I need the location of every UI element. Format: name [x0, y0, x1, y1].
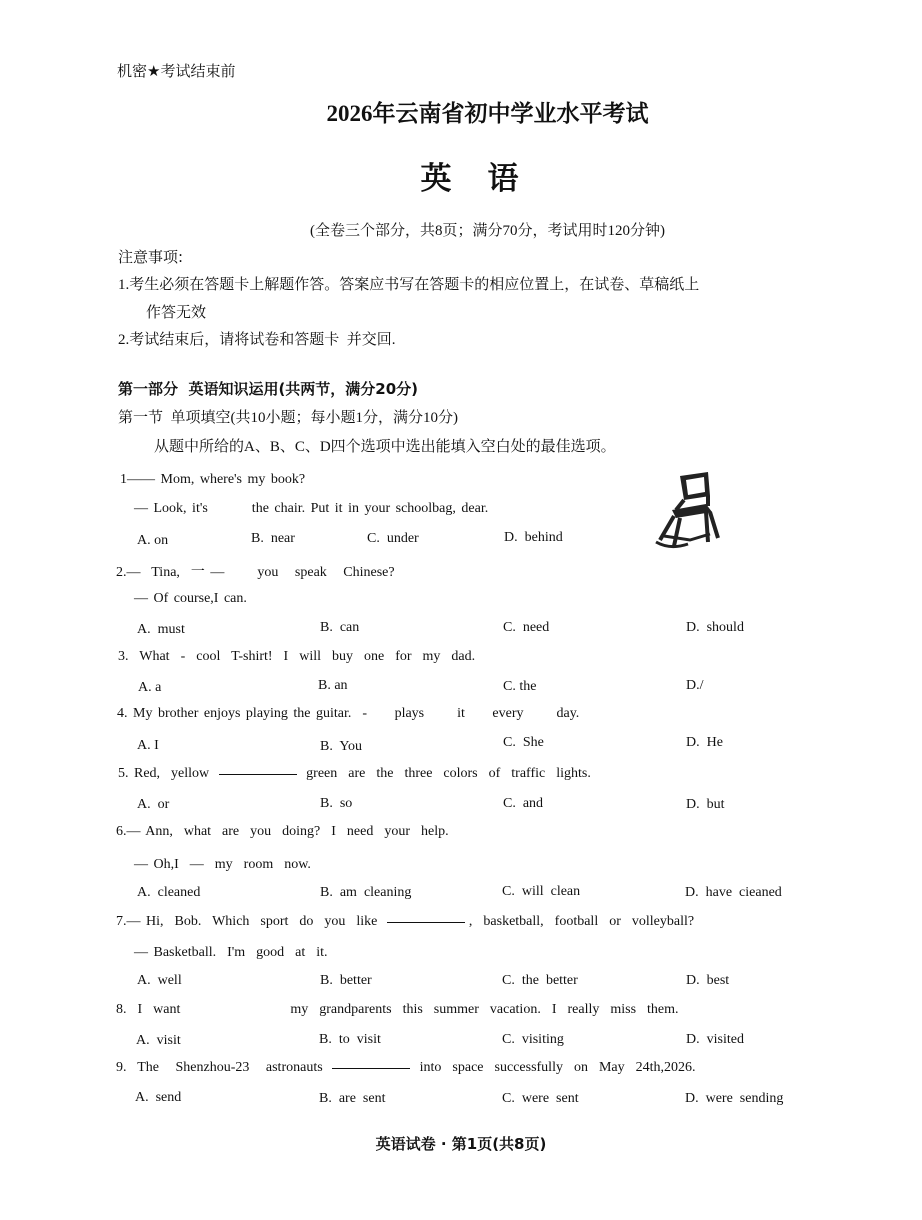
q8-option-b: B. to visit	[319, 1032, 381, 1047]
q9-text-before: 9. The Shenzhou-23 astronauts	[116, 1060, 323, 1075]
q6-option-c: C. will clean	[502, 884, 581, 899]
q2-line1: 2.— Tina, 一 — you speak Chinese?	[116, 565, 395, 580]
q9-blank	[332, 1067, 410, 1069]
page-footer: 英语试卷 · 第1页(共8页)	[375, 1135, 547, 1153]
q6-option-a: A. cleaned	[137, 885, 201, 900]
exam-title: 2026年云南省初中学业水平考试	[326, 101, 649, 126]
q4-option-d: D. He	[686, 735, 723, 750]
q1-option-c: C. under	[367, 531, 419, 546]
q7-blank	[387, 921, 465, 923]
q5-text-after: green are the three colors of traffic lights.	[306, 766, 591, 781]
q6-option-b: B. am cleaning	[320, 885, 412, 900]
q9-option-c: C. were sent	[502, 1091, 579, 1106]
q2-option-a: A. must	[137, 622, 185, 637]
q3-option-c: C. the	[503, 679, 537, 694]
notice-item-2: 2.考试结束后，请将试卷和答题卡 并交回.	[118, 332, 396, 348]
q4-line1: 4. My brother enjoys playing the guitar. - plays it every day.	[117, 706, 580, 721]
q7-text-after: , basketball, football or volleyball?	[468, 914, 695, 929]
q8-option-d: D. visited	[686, 1032, 744, 1047]
q4-option-c: C. She	[503, 735, 544, 750]
q6-line1: 6.— Ann, what are you doing? I need your help.	[116, 824, 449, 839]
q6-option-d: D. have cieaned	[685, 885, 782, 900]
q1-option-b: B. near	[251, 531, 295, 546]
q7-line2: — Basketball. I'm good at it.	[134, 945, 328, 960]
directions: 从题中所给的A、B、C、D四个选项中选出能填入空白处的最佳选项。	[154, 439, 616, 455]
section1-heading: 第一节 单项填空(共10小题；每小题1分，满分10分)	[118, 410, 458, 426]
confidential-label: 机密★考试结束前	[117, 62, 236, 80]
q2-line2: — Of course,I can.	[134, 591, 247, 606]
q9-option-d: D. were sending	[685, 1091, 784, 1106]
q1-option-a: A. on	[137, 533, 169, 548]
q7-line1	[116, 914, 694, 930]
q5-option-a: A. or	[137, 797, 170, 812]
q8-option-c: C. visiting	[502, 1032, 564, 1047]
q9-text-after: into space successfully on May 24th,2026.	[419, 1060, 696, 1075]
subject-title: 英语	[420, 161, 555, 196]
q3-option-d: D./	[686, 678, 704, 693]
chair-illustration	[650, 470, 722, 550]
exam-info: (全卷三个部分，共8页；满分70分，考试用时120分钟)	[310, 223, 665, 239]
q2-option-c: C. need	[503, 620, 550, 635]
q8-line1: 8. I want my grandparents this summer vacation. I really miss them.	[116, 1002, 679, 1017]
q7-option-b: B. better	[320, 973, 372, 988]
q9-option-b: B. are sent	[319, 1091, 386, 1106]
q9-line1	[116, 1060, 696, 1076]
q4-option-b: B. You	[320, 739, 363, 754]
notice-heading: 注意事项:	[118, 248, 184, 266]
q4-option-a: A. I	[137, 738, 159, 753]
part1-heading: 第一部分 英语知识运用(共两节，满分20分)	[118, 380, 419, 398]
q5-option-c: C. and	[503, 796, 544, 811]
q5-blank	[219, 773, 297, 775]
notice-item-1: 1.考生必须在答题卡上解题作答。答案应书写在答题卡的相应位置上，在试卷、草稿纸上	[118, 277, 700, 293]
q3-line1: 3. What - cool T-shirt! I will buy one for my dad.	[118, 649, 476, 664]
q1-line2: — Look, it's the chair. Put it in your schoolbag, dear.	[134, 501, 489, 516]
q8-option-a: A. visit	[136, 1033, 181, 1048]
q2-option-d: D. should	[686, 620, 744, 635]
q7-text-before: 7.— Hi, Bob. Which sport do you like	[116, 914, 378, 929]
q3-option-a: A. a	[138, 680, 162, 695]
q6-line2: — Oh,I — my room now.	[134, 857, 311, 872]
q1-line1: 1—— Mom, where's my book?	[120, 472, 306, 487]
q7-option-c: C. the better	[502, 973, 578, 988]
q5-option-d: D. but	[686, 797, 725, 812]
q3-option-b: B. an	[318, 678, 348, 693]
q1-option-d: D. behind	[504, 530, 563, 545]
q5-text-before: 5. Red, yellow	[118, 766, 210, 781]
q5-line1	[118, 766, 591, 782]
q5-option-b: B. so	[320, 796, 353, 811]
q7-option-a: A. well	[137, 973, 182, 988]
q7-option-d: D. best	[686, 973, 730, 988]
notice-item-1-continued: 作答无效	[146, 305, 207, 321]
q2-option-b: B. can	[320, 620, 360, 635]
q9-option-a: A. send	[135, 1090, 182, 1105]
